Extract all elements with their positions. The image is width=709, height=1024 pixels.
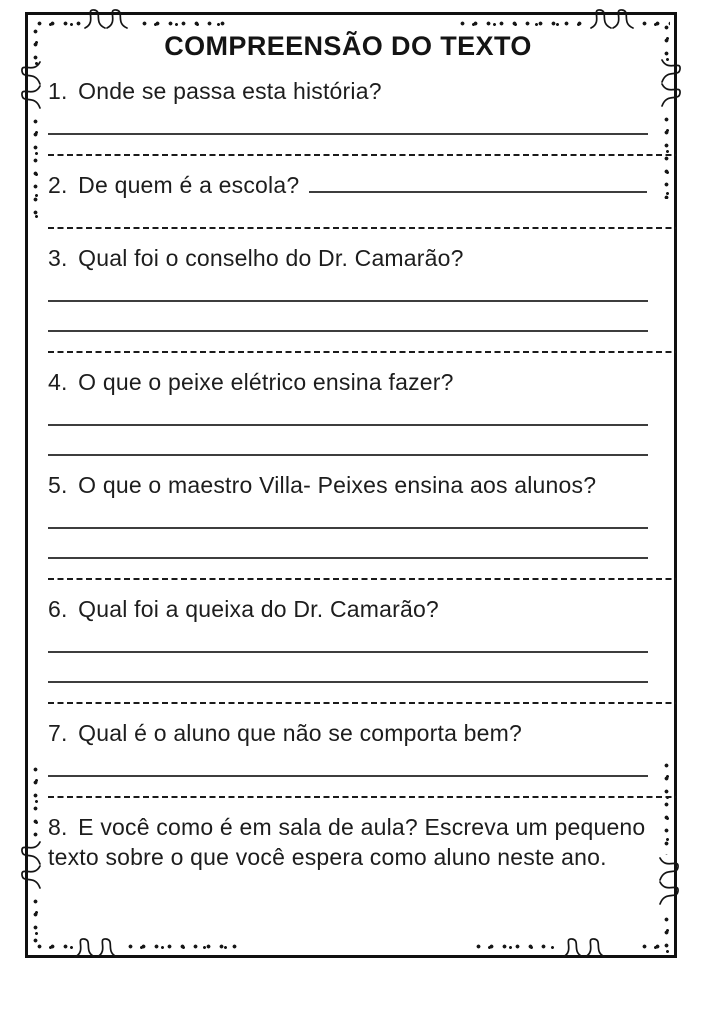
worksheet-frame — [25, 12, 677, 958]
answer-line-solid — [48, 557, 648, 559]
question-block — [48, 719, 648, 798]
question-text — [48, 471, 648, 501]
question-block — [48, 471, 648, 580]
question-text-body: Onde se passa esta história? — [71, 78, 382, 105]
question-number: 2. — [48, 172, 68, 199]
answer-line-solid — [48, 681, 648, 683]
answer-line-solid — [48, 651, 648, 653]
dots-ornament — [124, 943, 242, 950]
worksheet-content — [28, 30, 674, 872]
inline-answer-line — [309, 172, 647, 194]
answer-line-dashed — [48, 796, 676, 798]
question-number: 3. — [48, 245, 68, 272]
question-number: 7. — [48, 719, 68, 746]
answer-line-solid — [48, 424, 648, 426]
loop-ornament-icon — [74, 935, 120, 961]
question-text-body: E você como é em sala de aula? Escreva um pequeno texto sobre o que você espera como aluno neste ano. — [48, 813, 646, 870]
question-block — [48, 368, 648, 456]
loop-ornament-icon — [84, 6, 130, 32]
answer-line-dashed — [48, 702, 676, 704]
answer-line-solid — [48, 454, 648, 456]
question-block — [48, 171, 648, 229]
dots-ornament — [138, 20, 226, 27]
question-number: 5. — [48, 471, 68, 498]
question-number: 1. — [48, 78, 68, 105]
answer-line-dashed — [48, 154, 676, 156]
question-number: 4. — [48, 369, 68, 396]
answer-line-dashed — [48, 351, 676, 353]
answer-line-dashed — [48, 227, 676, 229]
answer-line-solid — [48, 133, 648, 135]
dots-ornament — [638, 943, 668, 950]
dots-ornament — [33, 20, 83, 27]
question-text — [48, 77, 648, 107]
question-text-body: O que o maestro Villa- Peixes ensina aos alunos? — [71, 471, 597, 498]
loop-ornament-icon — [590, 6, 636, 32]
question-text — [48, 244, 648, 274]
answer-line-solid — [48, 775, 648, 777]
question-block — [48, 595, 648, 704]
question-block — [48, 244, 648, 353]
question-text-body: Qual foi o conselho do Dr. Camarão? — [71, 245, 464, 272]
question-number: 8. — [48, 813, 68, 840]
question-text-body: O que o peixe elétrico ensina fazer? — [71, 369, 454, 396]
page-title: COMPREENSÃO DO TEXTO — [164, 31, 532, 61]
question-text-body: De quem é a escola? — [71, 172, 300, 199]
question-text — [48, 171, 648, 201]
loop-ornament-icon — [562, 935, 608, 961]
question-text-body: Qual é o aluno que não se comporta bem? — [71, 719, 522, 746]
question-text-body: Qual foi a queixa do Dr. Camarão? — [71, 595, 439, 622]
answer-line-solid — [48, 330, 648, 332]
answer-line-solid — [48, 527, 648, 529]
answer-line-solid — [48, 300, 648, 302]
dots-ornament — [472, 943, 554, 950]
question-text — [48, 813, 648, 873]
question-text — [48, 719, 648, 749]
questions-list — [48, 77, 648, 872]
dots-ornament — [456, 20, 586, 27]
dots-ornament — [33, 943, 75, 950]
question-number: 6. — [48, 595, 68, 622]
answer-line-dashed — [48, 578, 676, 580]
question-block — [48, 813, 648, 873]
question-text — [48, 595, 648, 625]
question-block — [48, 77, 648, 156]
question-text — [48, 368, 648, 398]
